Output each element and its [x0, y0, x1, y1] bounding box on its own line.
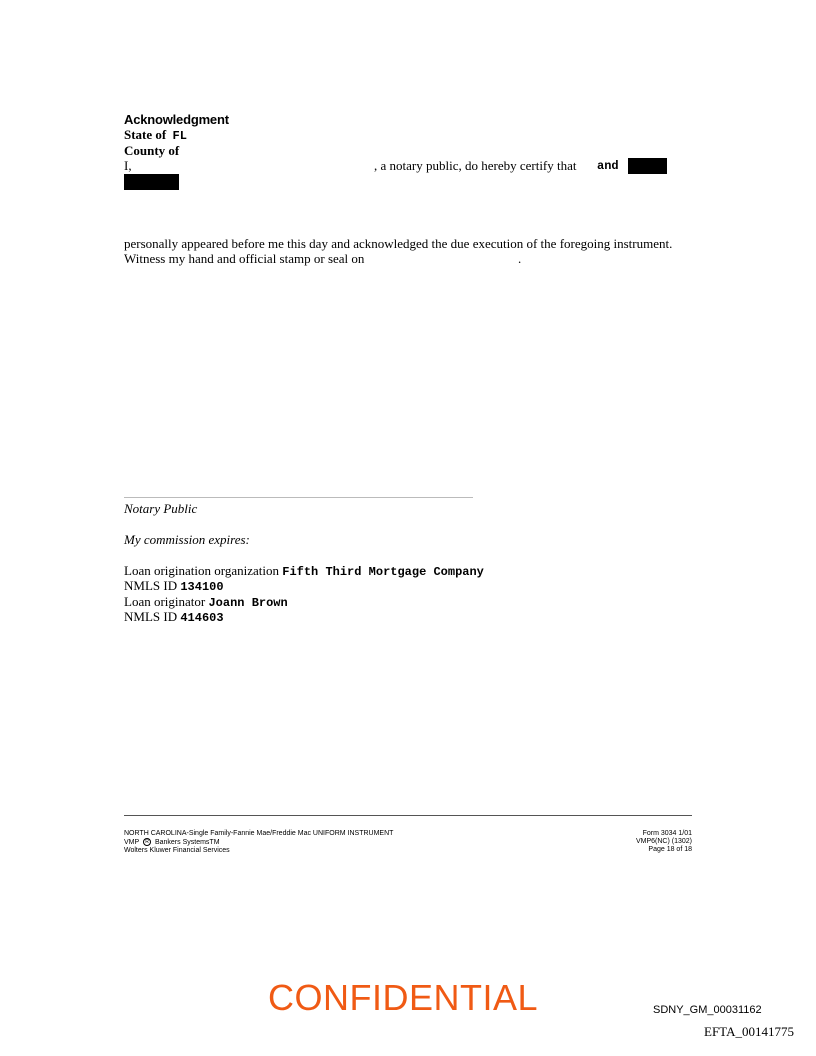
- loan-org-value: Fifth Third Mortgage Company: [282, 565, 484, 579]
- footer-vmp-code: VMP6(NC) (1302): [635, 838, 692, 845]
- efta-number: EFTA_00141775: [704, 1024, 794, 1039]
- redaction-box: [124, 174, 179, 190]
- footer-form-number: Form 3034 1/01: [642, 830, 692, 837]
- and-word: and: [597, 159, 619, 173]
- commission-expires-label: My commission expires:: [124, 532, 250, 547]
- signature-line: [124, 497, 473, 498]
- confidential-stamp: CONFIDENTIAL: [268, 977, 539, 1018]
- footer-right: [636, 830, 692, 854]
- redaction-box: [628, 158, 667, 174]
- notary-public-label: Notary Public: [124, 501, 198, 516]
- footer-left: [124, 830, 393, 855]
- originator-nmls-value: 414603: [180, 611, 224, 625]
- footer-form-title: NORTH CAROLINA-Single Family-Fannie Mae/Freddie Mac UNIFORM INSTRUMENT: [124, 830, 394, 837]
- notary-i-label: I,: [124, 158, 132, 173]
- state-value: FL: [172, 129, 187, 143]
- originator-nmls-label: NMLS ID: [124, 609, 178, 624]
- originator-nmls-line: [124, 609, 224, 625]
- loan-org-line: [124, 563, 484, 579]
- footer-rule: [124, 815, 692, 816]
- state-line: [124, 127, 187, 143]
- witness-text: Witness my hand and official stamp or seal on: [124, 251, 365, 266]
- footer-page-number: Page 18 of 18: [648, 846, 692, 853]
- loan-org-label: Loan origination organization: [124, 563, 279, 578]
- org-nmls-line: [124, 578, 224, 594]
- footer-vmp-line: VMP R Bankers SystemsTM: [124, 838, 220, 846]
- registered-mark-icon: R: [143, 838, 151, 846]
- org-nmls-value: 134100: [180, 580, 224, 594]
- originator-value: Joann Brown: [208, 596, 288, 610]
- appeared-text: personally appeared before me this day and acknowledged the due execution of the foregoing instrument.: [124, 236, 673, 251]
- notary-certify-text: , a notary public, do hereby certify that: [374, 158, 577, 173]
- footer-publisher: Wolters Kluwer Financial Services: [124, 846, 230, 854]
- bates-number: SDNY_GM_00031162: [653, 1004, 762, 1016]
- originator-line: [124, 594, 288, 610]
- acknowledgment-heading: Acknowledgment: [124, 112, 229, 127]
- state-label: State of: [124, 127, 167, 142]
- originator-label: Loan originator: [124, 594, 206, 609]
- county-label: County of: [124, 143, 180, 158]
- org-nmls-label: NMLS ID: [124, 578, 178, 593]
- witness-end: .: [518, 251, 522, 266]
